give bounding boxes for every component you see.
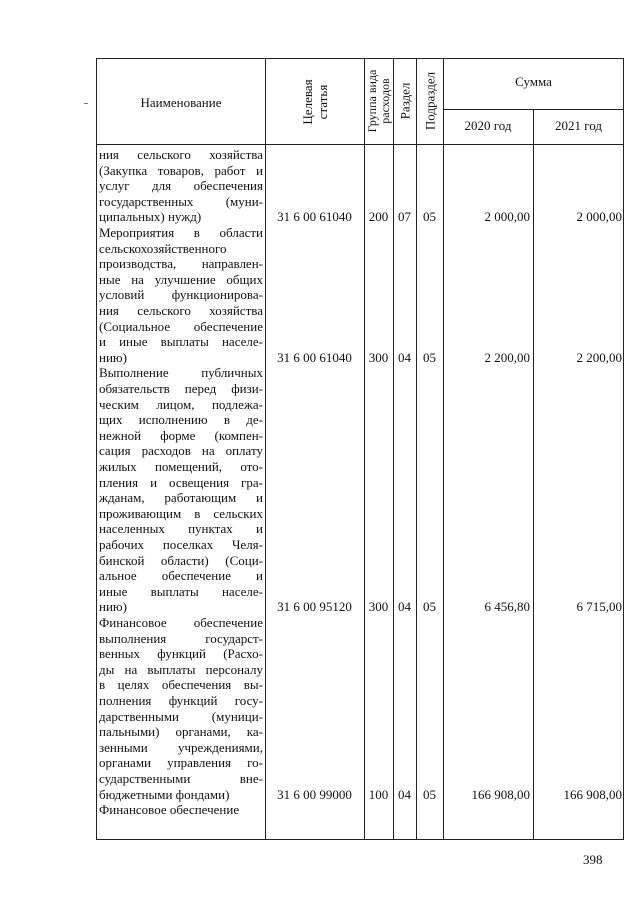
- description-line: проживающим в сельских: [99, 505, 263, 521]
- description-line: ципальных) нужд): [99, 209, 202, 225]
- description-line: ния сельского хозяйства: [99, 147, 263, 162]
- section-code: 07: [398, 209, 411, 225]
- target-article-code: 31 6 00 61040: [277, 349, 352, 365]
- col-divider-5: [443, 59, 444, 840]
- target-article-code: 31 6 00 95120: [277, 599, 352, 615]
- description-line: жилых помещений, ото-: [99, 458, 263, 474]
- description-line: жданам, работающим и: [99, 490, 263, 506]
- description-line: рабочих поселках Челя-: [99, 536, 263, 552]
- description-line: полнения функций госу-: [99, 692, 263, 708]
- description-line: венных функций (Расхо-: [99, 646, 263, 662]
- description-line: дарственными (муници-: [99, 708, 263, 724]
- budget-table: [96, 58, 624, 840]
- description-line: производства, направлен-: [99, 256, 263, 272]
- sum-2020: 6 456,80: [484, 599, 530, 615]
- expense-group-code: 300: [368, 349, 389, 365]
- expense-group-code: 100: [368, 786, 389, 802]
- description-line: щих исполнению в де-: [99, 412, 263, 428]
- description-line: услуг для обеспечения: [99, 178, 263, 194]
- row-description: [99, 615, 263, 802]
- description-line: и иные выплаты населе-: [99, 334, 263, 350]
- section-code: 04: [398, 786, 411, 802]
- header-sum: Сумма: [515, 74, 552, 89]
- description-line: бюджетными фондами): [99, 786, 230, 802]
- col-divider-4: [416, 59, 417, 840]
- margin-mark: [84, 103, 88, 104]
- header-section: Раздел: [397, 82, 413, 120]
- sum-2020: 2 000,00: [484, 209, 530, 225]
- description-line: в целях обеспечения вы-: [99, 677, 263, 693]
- col-divider-1: [265, 59, 266, 840]
- subsection-code: 05: [423, 599, 436, 615]
- expense-group-code: 200: [368, 209, 389, 225]
- sum-2021: 2 200,00: [576, 349, 622, 365]
- description-line: ные на улучшение общих: [99, 271, 263, 287]
- header-subsection: Подраздел: [422, 71, 438, 131]
- description-line: Выполнение публичных: [99, 365, 263, 381]
- description-line: пления и освещения гра-: [99, 474, 263, 490]
- description-line: ческим лицом, подлежа-: [99, 396, 263, 412]
- sum-2021: 166 908,00: [563, 786, 622, 802]
- col-divider-3: [393, 59, 394, 840]
- description-line: иные выплаты населе-: [99, 583, 263, 599]
- description-line: органами управления го-: [99, 755, 263, 771]
- description-line: нежной форме (компен-: [99, 427, 263, 443]
- row-description: [99, 225, 263, 365]
- description-line: Мероприятия в области: [99, 225, 263, 240]
- description-line: сельскохозяйственного: [99, 240, 227, 256]
- description-line: (Социальное обеспечение: [99, 318, 263, 334]
- row-description: [99, 147, 263, 225]
- description-line: нию): [99, 349, 127, 365]
- description-line: условий функционирова-: [99, 287, 263, 303]
- subsection-code: 05: [423, 786, 436, 802]
- header-name: Наименование: [140, 95, 222, 110]
- section-code: 04: [398, 599, 411, 615]
- page-number: 398: [583, 852, 603, 867]
- description-line: Финансовое обеспечение: [99, 615, 263, 630]
- sum-2020: 2 200,00: [484, 349, 530, 365]
- subsection-code: 05: [423, 349, 436, 365]
- header-expense-group: Группа вида расходов: [365, 69, 392, 133]
- description-line: сация расходов на оплату: [99, 443, 263, 459]
- subsection-code: 05: [423, 209, 436, 225]
- col-divider-2: [364, 59, 365, 840]
- target-article-code: 31 6 00 61040: [277, 209, 352, 225]
- sum-2021: 2 000,00: [576, 209, 622, 225]
- sum-2020: 166 908,00: [471, 786, 530, 802]
- target-article-code: 31 6 00 99000: [277, 786, 352, 802]
- header-year-2020: 2020 год: [464, 118, 512, 133]
- description-line: ния сельского хозяйства: [99, 302, 263, 318]
- description-line: населенных пунктах и: [99, 521, 263, 537]
- description-line: пальными) органами, ка-: [99, 724, 263, 740]
- header-year-2021: 2021 год: [555, 118, 602, 133]
- row-description: [99, 365, 263, 615]
- row-description: [99, 802, 263, 818]
- description-line: выполнения государст-: [99, 630, 263, 646]
- description-line: зенными учреждениями,: [99, 739, 263, 755]
- description-line: бинской области) (Соци-: [99, 552, 263, 568]
- description-line: (Закупка товаров, работ и: [99, 162, 263, 178]
- description-line: ды на выплаты персоналу: [99, 661, 263, 677]
- description-line: государственных (муни-: [99, 193, 263, 209]
- section-code: 04: [398, 349, 411, 365]
- header-target-article: Целевая статья: [300, 79, 330, 125]
- description-line: альное обеспечение и: [99, 568, 263, 584]
- description-line: сударственными вне-: [99, 770, 263, 786]
- description-line: Финансовое обеспечение: [99, 802, 240, 818]
- sum-2021: 6 715,00: [576, 599, 622, 615]
- description-line: нию): [99, 599, 127, 615]
- header-bottom-line: [97, 144, 624, 145]
- expense-group-code: 300: [368, 599, 389, 615]
- description-line: обязательств перед физи-: [99, 380, 263, 396]
